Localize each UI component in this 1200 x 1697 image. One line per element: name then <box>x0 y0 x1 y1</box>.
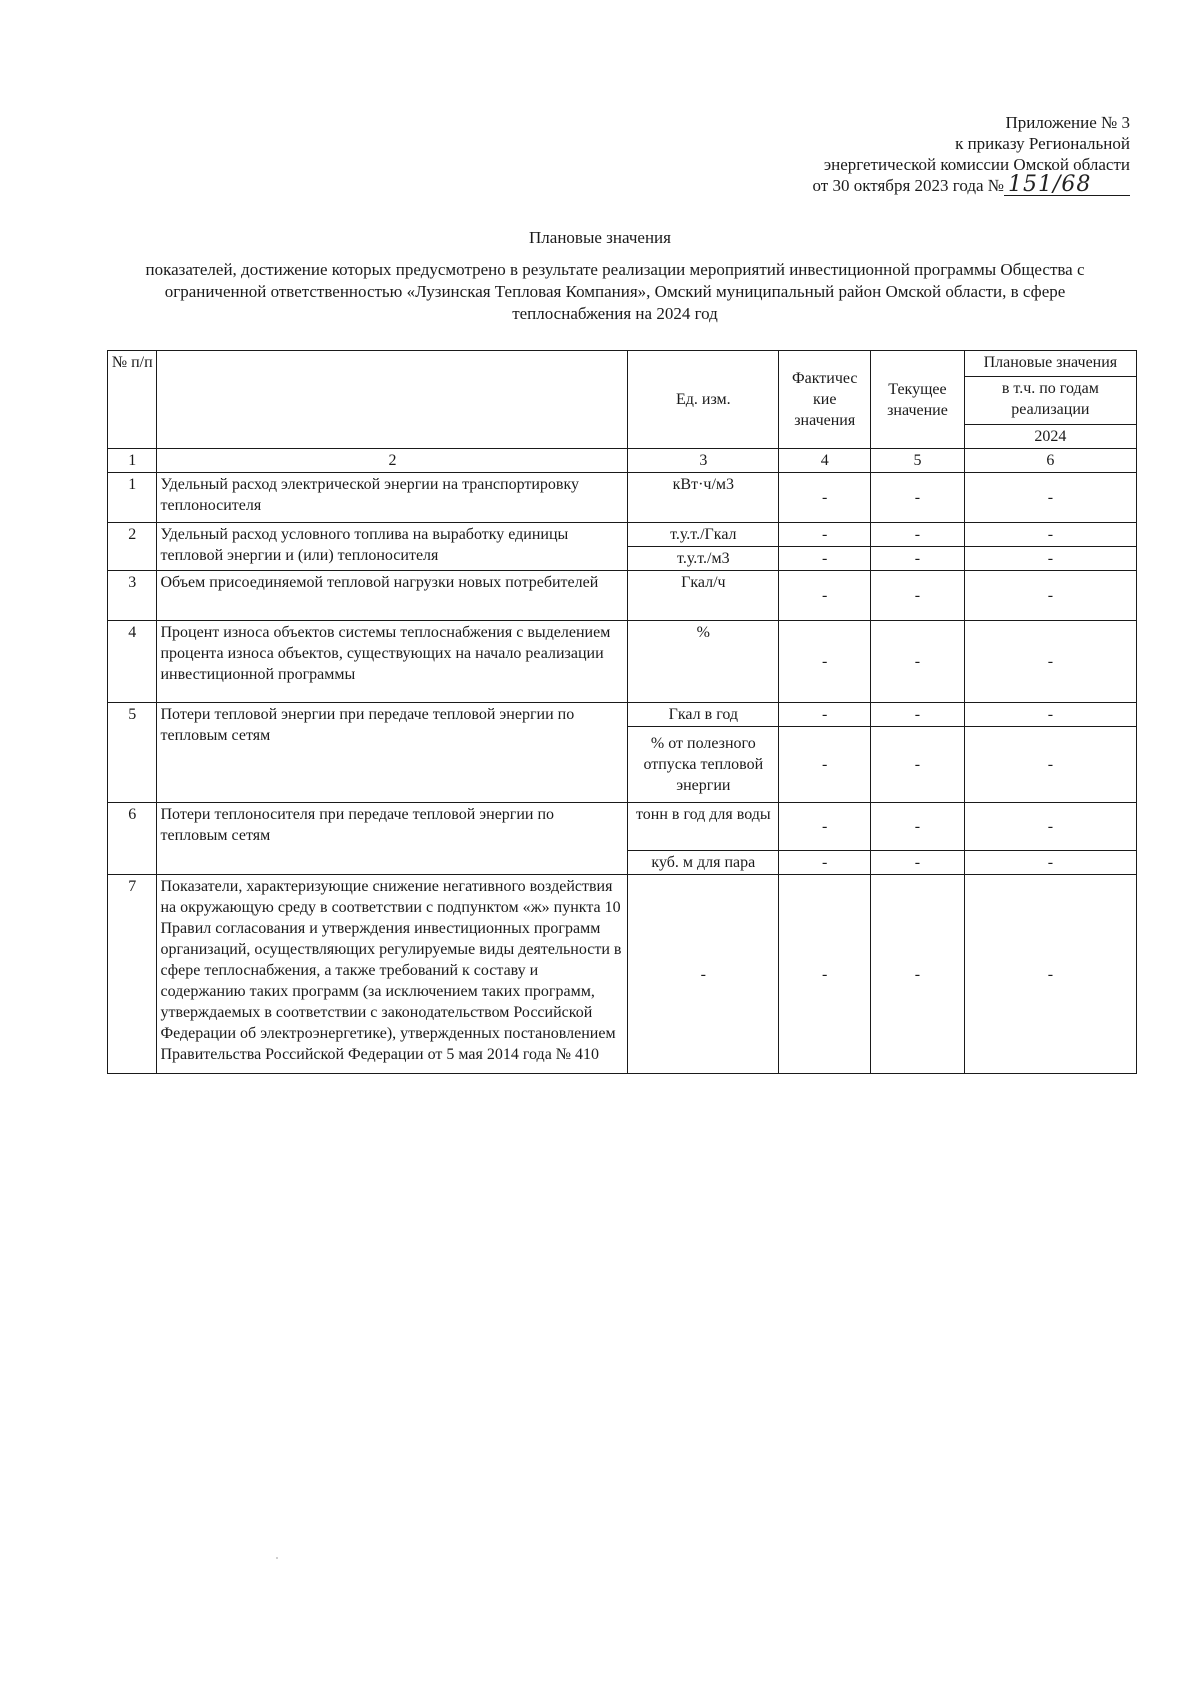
table-row <box>108 803 1137 851</box>
row-unit: т.у.т./Гкал <box>628 523 779 547</box>
table-row <box>108 523 1137 547</box>
row-unit: тонн в год для воды <box>628 803 779 851</box>
row-planned: - <box>964 851 1136 875</box>
appendix-header <box>630 112 1130 196</box>
row-unit: кВт·ч/м3 <box>628 473 779 523</box>
colnum-1: 1 <box>108 449 157 473</box>
header-num: № п/п <box>108 351 157 449</box>
row-actual: - <box>779 571 871 621</box>
row-planned: - <box>964 727 1136 803</box>
row-name: Удельный расход условного топлива на выработку единицы тепловой энергии и (или) теплоносителя <box>157 523 628 571</box>
row-name: Потери тепловой энергии при передаче тепловой энергии по тепловым сетям <box>157 703 628 803</box>
scan-speck <box>276 1557 278 1559</box>
row-current: - <box>871 621 965 703</box>
table-row <box>108 473 1137 523</box>
table-row <box>108 571 1137 621</box>
indicators-table <box>107 350 1137 1074</box>
colnum-2: 2 <box>157 449 628 473</box>
row-unit: - <box>628 875 779 1074</box>
row-unit: % от полезного отпуска тепловой энергии <box>628 727 779 803</box>
row-planned: - <box>964 547 1136 571</box>
row-current: - <box>871 473 965 523</box>
appendix-date-line <box>630 172 1130 197</box>
row-current: - <box>871 703 965 727</box>
header-actual: Фактичес кие значения <box>779 351 871 449</box>
row-num: 2 <box>108 523 157 571</box>
colnum-4: 4 <box>779 449 871 473</box>
handwritten-order-number: 151/68 <box>1004 175 1130 196</box>
row-planned: - <box>964 703 1136 727</box>
row-planned: - <box>964 571 1136 621</box>
row-planned: - <box>964 803 1136 851</box>
colnum-3: 3 <box>628 449 779 473</box>
row-name: Удельный расход электрической энергии на транспортировку теплоносителя <box>157 473 628 523</box>
row-current: - <box>871 727 965 803</box>
row-name: Объем присоединяемой тепловой нагрузки новых потребителей <box>157 571 628 621</box>
appendix-number: Приложение № 3 <box>1005 113 1130 132</box>
colnum-5: 5 <box>871 449 965 473</box>
row-current: - <box>871 547 965 571</box>
header-year: 2024 <box>964 425 1136 449</box>
row-num: 7 <box>108 875 157 1074</box>
row-actual: - <box>779 703 871 727</box>
row-planned: - <box>964 621 1136 703</box>
row-actual: - <box>779 875 871 1074</box>
row-num: 5 <box>108 703 157 803</box>
row-actual: - <box>779 473 871 523</box>
row-name: Процент износа объектов системы теплоснабжения с выделением процента износа объектов, существующих на начало реализации инвестиционной программы <box>157 621 628 703</box>
appendix-date: от 30 октября 2023 года № <box>812 176 1004 195</box>
header-current: Текущее значение <box>871 351 965 449</box>
row-unit: Гкал/ч <box>628 571 779 621</box>
appendix-order-ref: к приказу Региональной <box>955 134 1130 153</box>
row-unit: куб. м для пара <box>628 851 779 875</box>
row-planned: - <box>964 473 1136 523</box>
row-num: 6 <box>108 803 157 875</box>
row-actual: - <box>779 547 871 571</box>
header-unit: Ед. изм. <box>628 351 779 449</box>
row-planned: - <box>964 523 1136 547</box>
header-by-years: в т.ч. по годам реализации <box>964 377 1136 425</box>
colnum-6: 6 <box>964 449 1136 473</box>
table-row <box>108 875 1137 1074</box>
row-num: 4 <box>108 621 157 703</box>
row-num: 3 <box>108 571 157 621</box>
row-current: - <box>871 851 965 875</box>
document-subtitle: показателей, достижение которых предусмотрено в результате реализации мероприятий инвестиционной программы Общества с ограниченной ответственностью «Лузинская Тепловая Компания», Омский муниципальный район Омской области, в сфере теплоснабжения на 2024 год <box>145 260 1085 323</box>
row-current: - <box>871 571 965 621</box>
row-current: - <box>871 803 965 851</box>
row-actual: - <box>779 621 871 703</box>
header-planned: Плановые значения <box>964 351 1136 377</box>
row-unit: % <box>628 621 779 703</box>
row-actual: - <box>779 523 871 547</box>
row-actual: - <box>779 851 871 875</box>
table-row <box>108 703 1137 727</box>
row-current: - <box>871 875 965 1074</box>
appendix-commission: энергетической комиссии Омской области <box>823 155 1130 174</box>
row-name: Потери теплоносителя при передаче тепловой энергии по тепловым сетям <box>157 803 628 875</box>
row-name: Показатели, характеризующие снижение негативного воздействия на окружающую среду в соответствии с подпунктом «ж» пункта 10 Правил согласования и утверждения инвестиционных программ организаций, осуществляющих регулируемые виды деятельности в сфере теплоснабжения, а также требований к составу и содержанию таких программ (за исключением таких программ, утверждаемых в соответствии с законодательством Российской Федерации об электроэнергетике), утвержденных постановлением Правительства Российской Федерации от 5 мая 2014 года № 410 <box>157 875 628 1074</box>
table-row <box>108 621 1137 703</box>
row-unit: Гкал в год <box>628 703 779 727</box>
row-actual: - <box>779 727 871 803</box>
row-actual: - <box>779 803 871 851</box>
row-planned: - <box>964 875 1136 1074</box>
header-name <box>157 351 628 449</box>
document-title: Плановые значения <box>529 228 671 247</box>
row-current: - <box>871 523 965 547</box>
row-num: 1 <box>108 473 157 523</box>
row-unit: т.у.т./м3 <box>628 547 779 571</box>
